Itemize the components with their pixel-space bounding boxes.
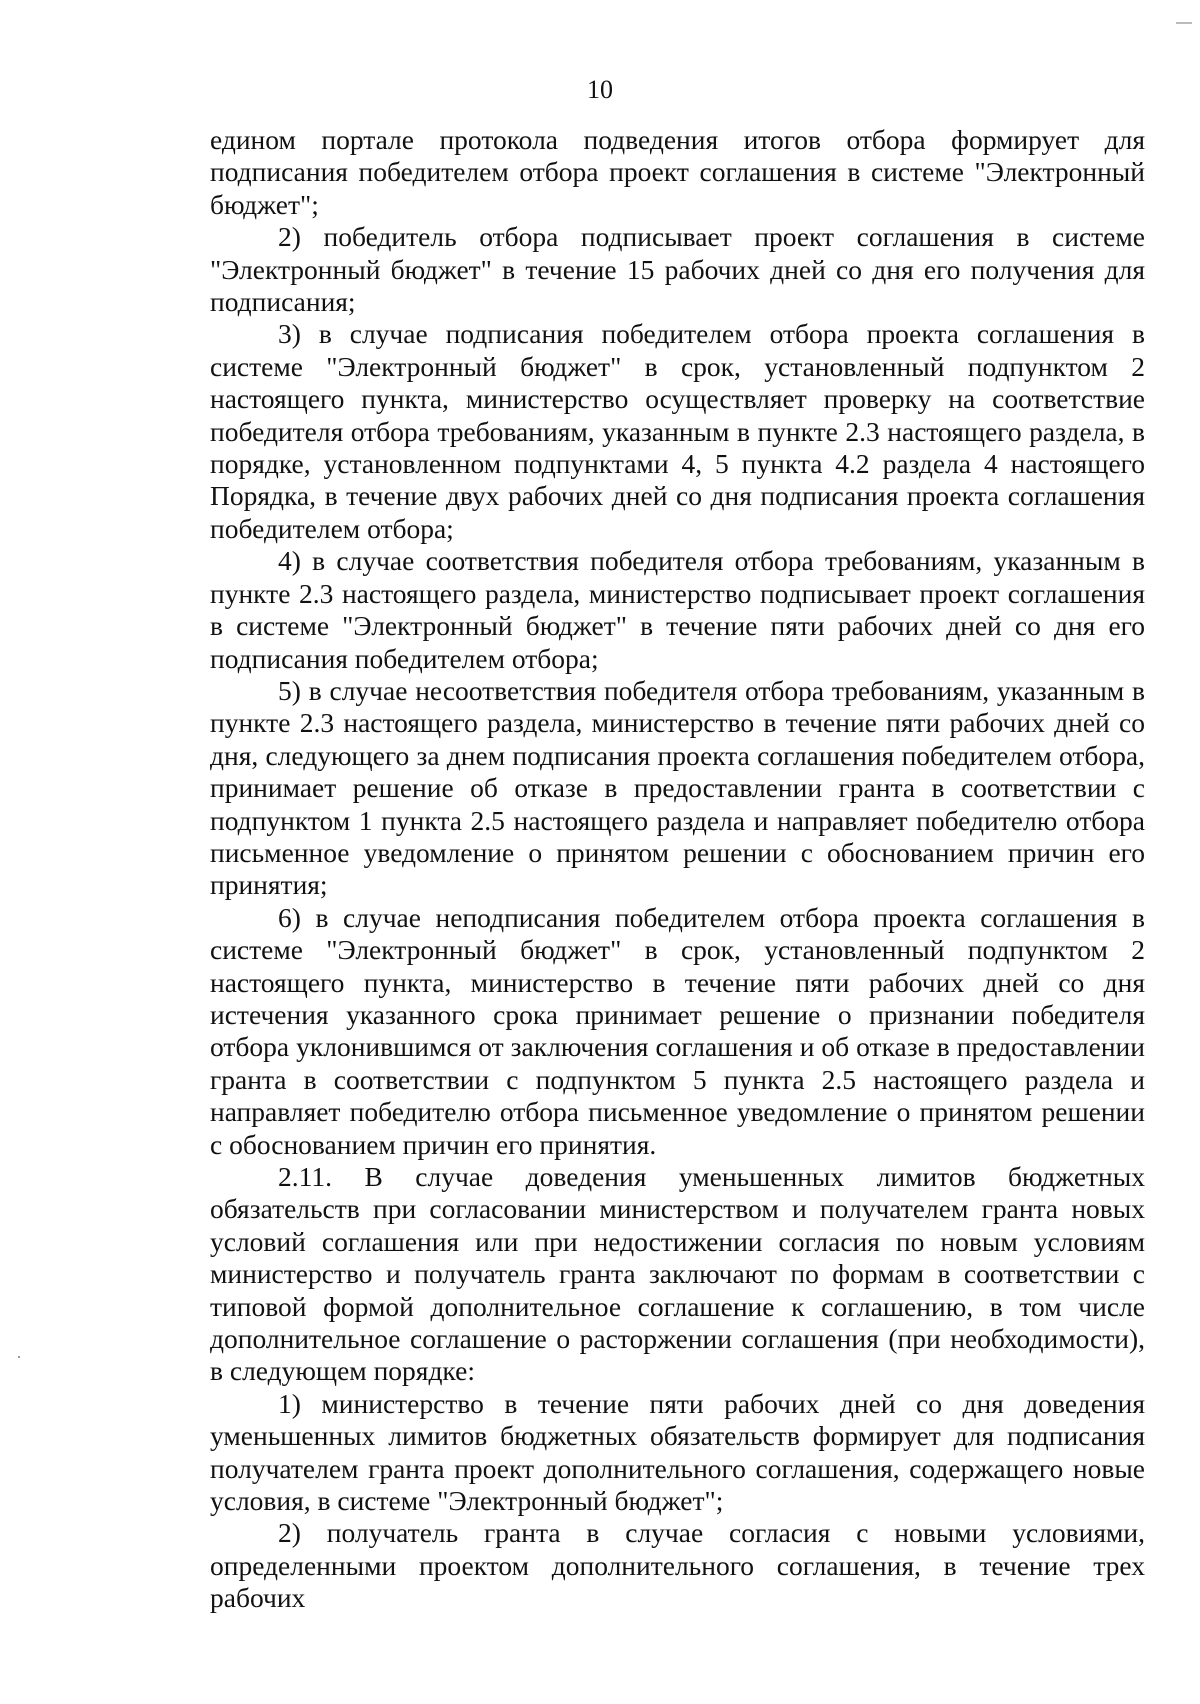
paragraph-3: 3) в случае подписания победителем отбора проекта соглашения в системе "Электронный бюджет" в срок, установленный подпунктом 2 настоящего пункта, министерство осуществляет проверку на соответствие победителя отбора требованиям, указанным в пункте 2.3 настоящего раздела, в порядке, установленном подпунктами 4, 5 пункта 4.2 раздела 4 настоящего Порядка, в течение двух рабочих дней со дня подписания проекта соглашения победителем отбора;	[210, 318, 1145, 544]
paragraph-8: 1) министерство в течение пяти рабочих дней со дня доведения уменьшенных лимитов бюджетных обязательств формирует для подписания получателем гранта проект дополнительного соглашения, содержащего новые условия, в системе "Электронный бюджет";	[210, 1387, 1145, 1517]
paragraph-5: 5) в случае несоответствия победителя отбора требованиям, указанным в пункте 2.3 настоящего раздела, министерство в течение пяти рабочих дней со дня, следующего за днем подписания проекта соглашения победителем отбора, принимает решение об отказе в предоставлении гранта в соответствии с подпунктом 1 пункта 2.5 настоящего раздела и направляет победителю отбора письменное уведомление о принятом решении с обоснованием причин его принятия;	[210, 674, 1145, 901]
paragraph-1: едином портале протокола подведения итогов отбора формирует для подписания победителем отбора проект соглашения в системе "Электронный бюджет";	[210, 124, 1145, 220]
paragraph-6: 6) в случае неподписания победителем отбора проекта соглашения в системе "Электронный бюджет" в срок, установленный подпунктом 2 настоящего пункта, министерство в течение пяти рабочих дней со дня истечения указанного срока принимает решение о признании победителя отбора уклонившимся от заключения соглашения и об отказе в предоставлении гранта в соответствии с подпунктом 5 пункта 2.5 настоящего раздела и направляет победителю отбора письменное уведомление о принятом решении с обоснованием причин его принятия.	[210, 901, 1145, 1160]
paragraph-4: 4) в случае соответствия победителя отбора требованиям, указанным в пункте 2.3 настоящего раздела, министерство подписывает проект соглашения в системе "Электронный бюджет" в течение пяти рабочих дней со дня его подписания победителем отбора;	[210, 545, 1145, 674]
paragraph-9: 2) получатель гранта в случае согласия с новыми условиями, определенными проектом дополнительного соглашения, в течение трех рабочих	[210, 1517, 1145, 1614]
scan-artifact-left	[18, 1356, 20, 1358]
page-number: 10	[587, 75, 613, 104]
paragraph-7: 2.11. В случае доведения уменьшенных лимитов бюджетных обязательств при согласовании министерством и получателем гранта новых условий соглашения или при недостижении согласия по новым условиям министерство и получатель гранта заключают по формам в соответствии с типовой формой дополнительное соглашение к соглашению, в том числе дополнительное соглашение о расторжении соглашения (при необходимости), в следующем порядке:	[210, 1161, 1145, 1387]
paragraph-2: 2) победитель отбора подписывает проект соглашения в системе "Электронный бюджет" в течение 15 рабочих дней со дня его получения для подписания;	[210, 221, 1145, 318]
document-body	[210, 124, 1145, 1615]
scan-artifact-top	[1176, 22, 1192, 24]
